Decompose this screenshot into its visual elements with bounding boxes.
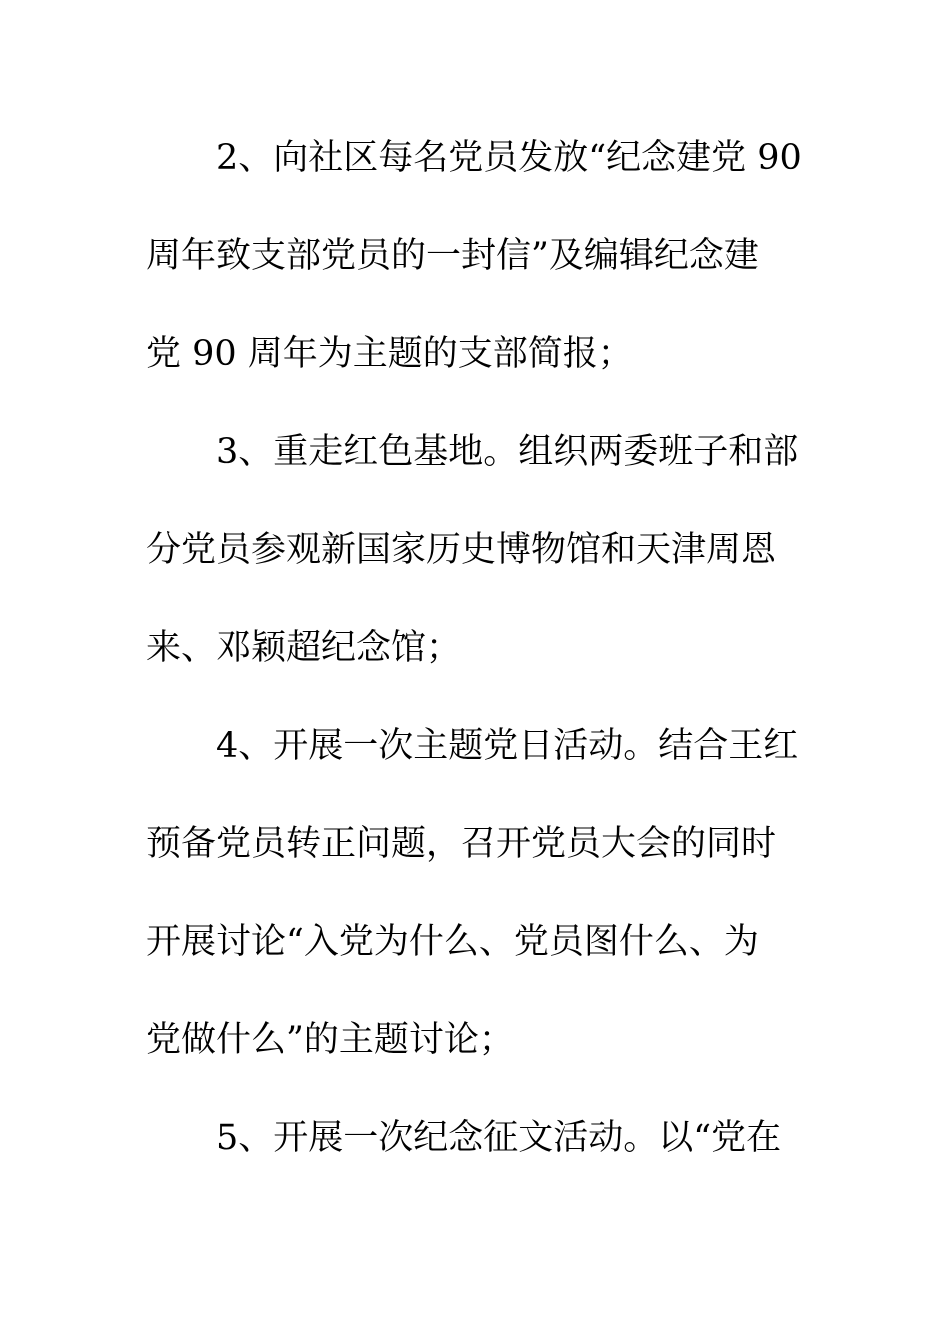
text-line: 党做什么”的主题讨论； <box>146 1020 514 1060</box>
text-line: 来、邓颖超纪念馆； <box>146 628 462 668</box>
text-line: 分党员参观新国家历史博物馆和天津周恩 <box>146 530 777 570</box>
text-line: 周年致支部党员的一封信”及编辑纪念建 <box>146 236 759 276</box>
text-line: 4、开展一次主题党日活动。结合王红 <box>216 726 799 766</box>
text-line: 2、向社区每名党员发放“纪念建党 90 <box>216 138 802 178</box>
text-line: 开展讨论“入党为什么、党员图什么、为 <box>146 922 759 962</box>
text-line: 5、开展一次纪念征文活动。以“党在 <box>216 1118 782 1158</box>
text-line: 预备党员转正问题，召开党员大会的同时 <box>146 824 777 864</box>
text-line: 党 90 周年为主题的支部简报； <box>146 334 633 374</box>
text-line: 3、重走红色基地。组织两委班子和部 <box>216 432 799 472</box>
